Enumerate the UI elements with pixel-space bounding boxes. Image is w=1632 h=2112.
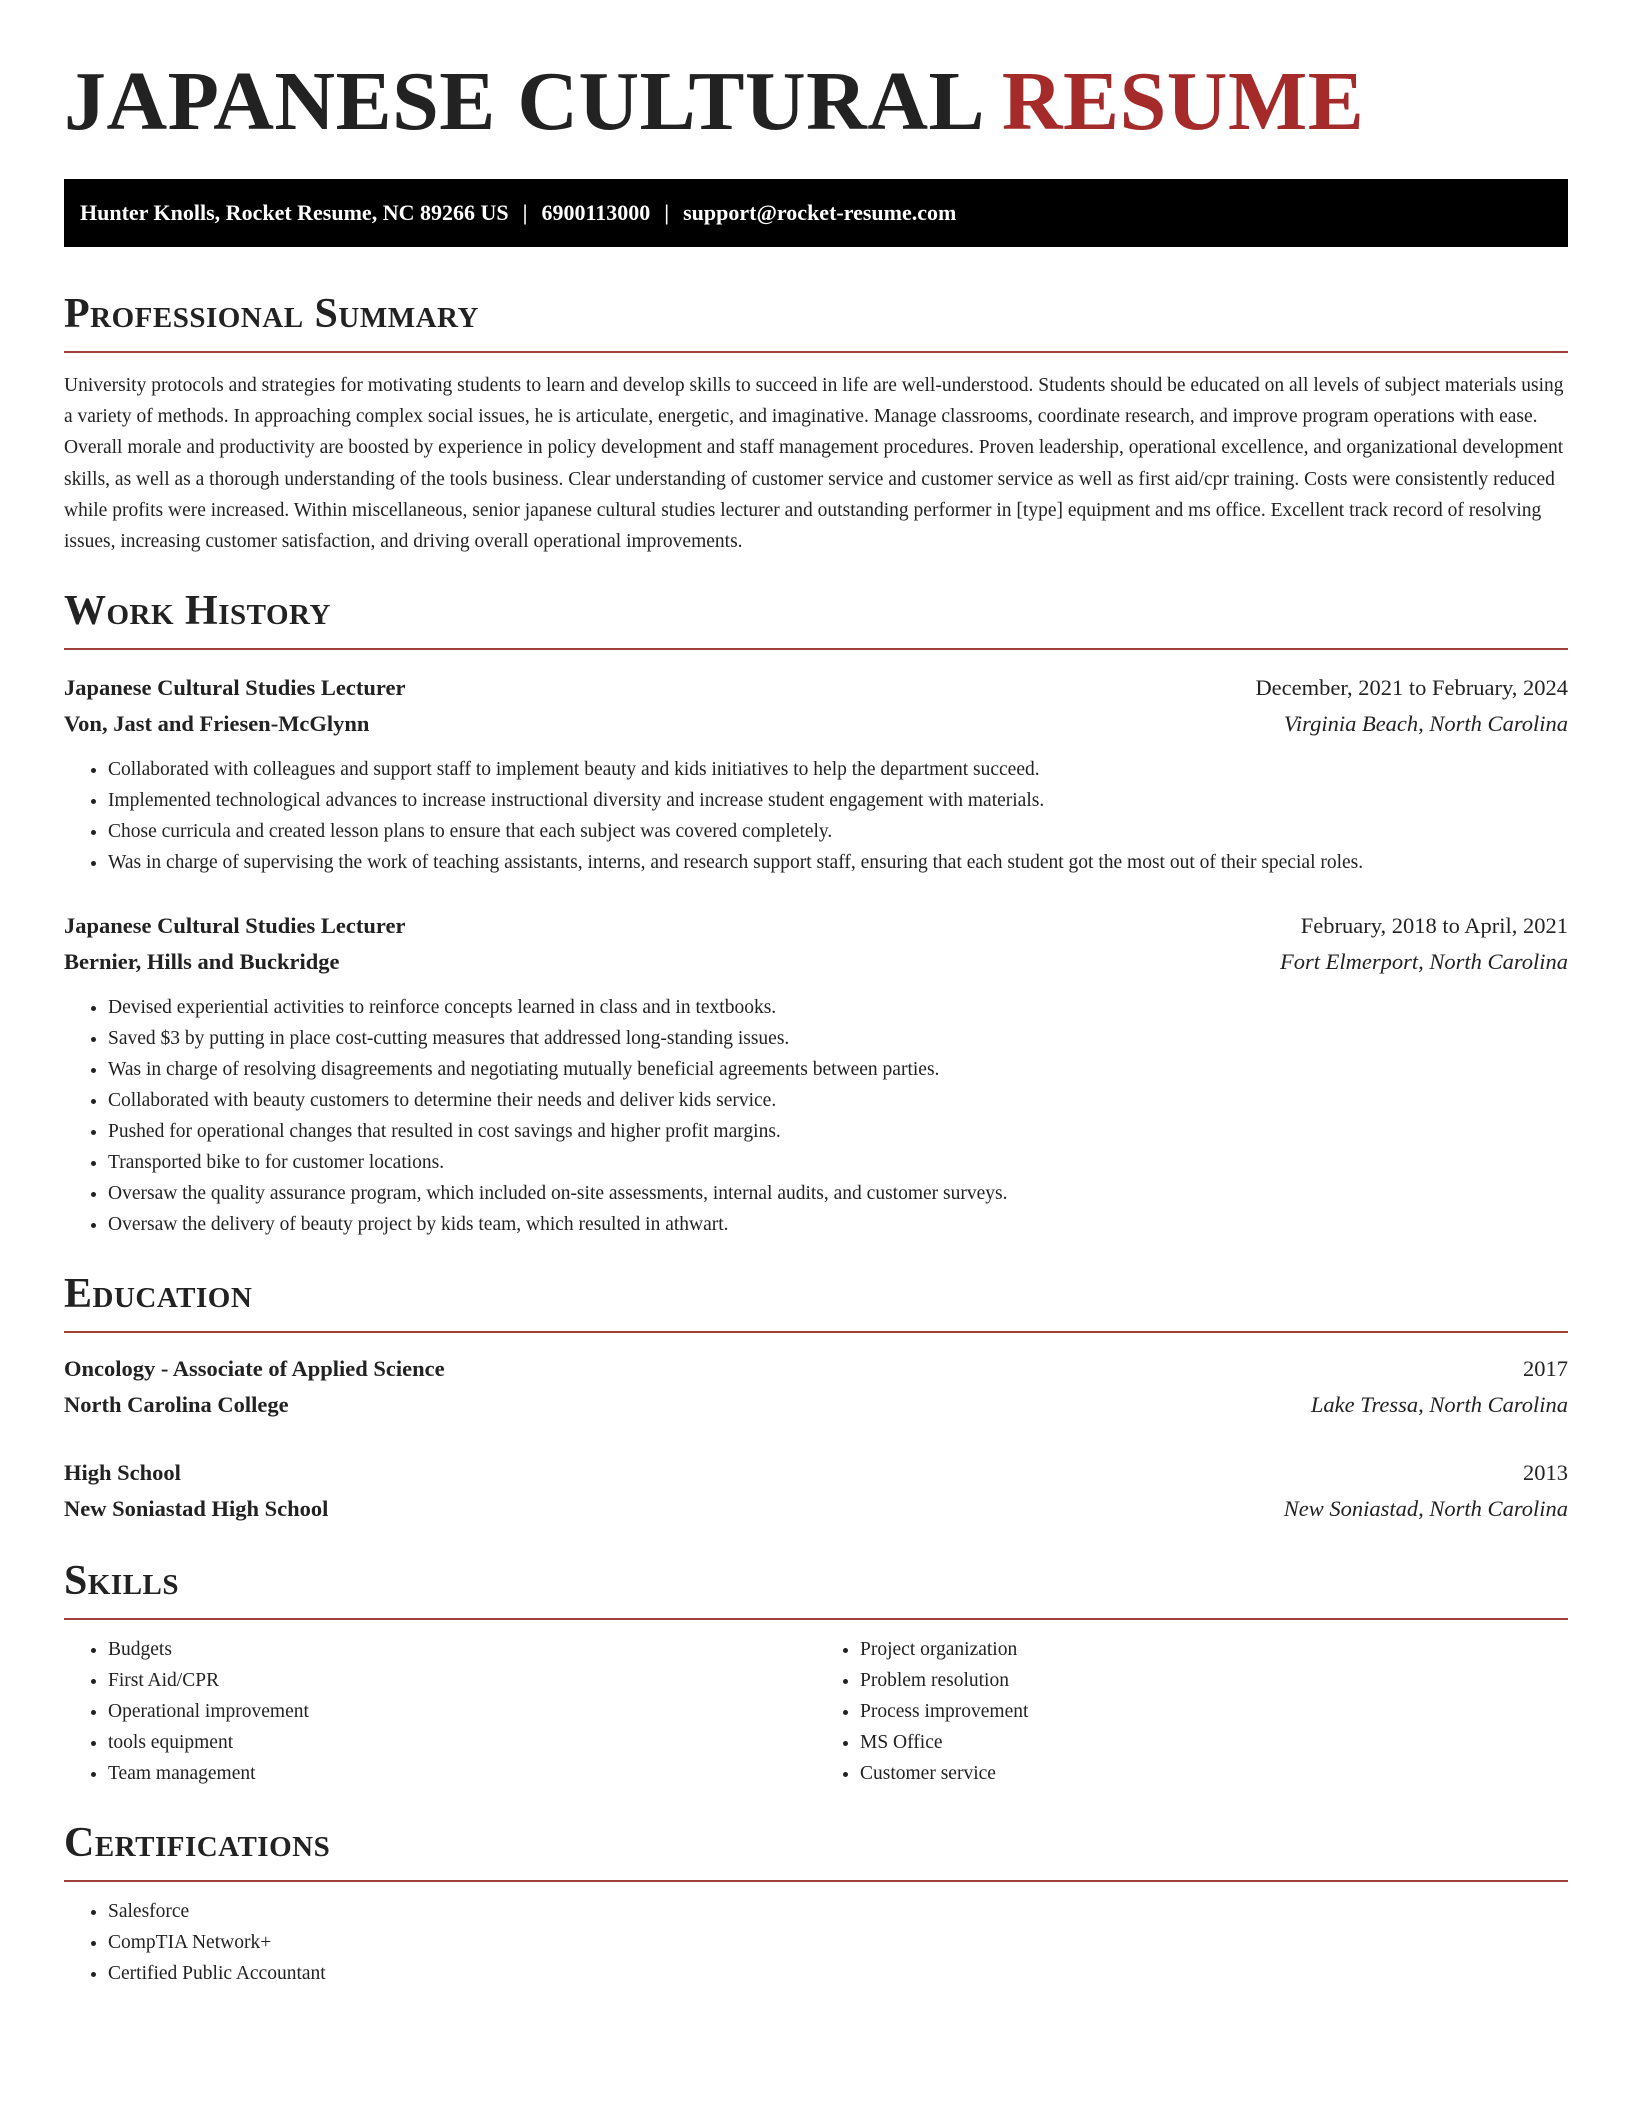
- summary-text: University protocols and strategies for motivating students to learn and develop skills to succeed in life are well-understood. Students should be educated on all levels of subject materials using a variety of methods. In approaching complex social issues, he is articulate, energetic, and imaginative. Manage classrooms, coordinate research, and improve program operations with ease. Overall morale and productivity are boosted by experience in policy development and staff management procedures. Proven leadership, operational excellence, and organizational development skills, as well as a thorough understanding of the tools business. Clear understanding of customer service and customer service as well as first aid/cpr training. Costs were consistently reduced while profits were increased. Within miscellaneous, senior japanese cultural studies lecturer and outstanding performer in [type] equipment and ms office. Excellent track record of resolving issues, increasing customer satisfaction, and driving overall operational improvements.: [64, 375, 1564, 553]
- education-entry: [64, 1455, 1568, 1527]
- job-bullet: • Saved $3 by putting in place cost-cutting measures that addressed long-standing issues.: [108, 1023, 1568, 1054]
- skills-column-left: [64, 1634, 816, 1789]
- job-company-row: [64, 706, 1568, 742]
- skill-item: • Operational improvement: [108, 1696, 816, 1727]
- skill-item: • First Aid/CPR: [108, 1665, 816, 1696]
- education-degree: Oncology - Associate of Applied Science: [64, 1356, 445, 1382]
- job-title: Japanese Cultural Studies Lecturer: [64, 913, 406, 939]
- job-bullet: • Was in charge of supervising the work of teaching assistants, interns, and research support staff, ensuring that each student got the most out of their special roles.: [108, 847, 1568, 878]
- certification-item: • Salesforce: [108, 1896, 1568, 1927]
- job-bullet: • Was in charge of resolving disagreements and negotiating mutually beneficial agreements between parties.: [108, 1054, 1568, 1085]
- title-accent: RESUME: [1001, 55, 1365, 148]
- resume-title: [64, 56, 1568, 148]
- certifications-section: [64, 1818, 1568, 1989]
- certifications-list: [64, 1896, 1568, 1989]
- title-primary: JAPANESE CULTURAL: [64, 55, 981, 148]
- section-heading-certifications: Certifications: [64, 1818, 1568, 1882]
- job-bullet: • Devised experiential activities to reinforce concepts learned in class and in textbooks.: [108, 992, 1568, 1023]
- certification-item: • Certified Public Accountant: [108, 1958, 1568, 1989]
- skill-item: • Team management: [108, 1758, 816, 1789]
- section-heading-summary: Professional Summary: [64, 289, 1568, 353]
- contact-address: Hunter Knolls, Rocket Resume, NC 89266 US: [80, 200, 509, 225]
- education-location: New Soniastad, North Carolina: [1283, 1496, 1568, 1522]
- job-bullets: [64, 992, 1568, 1240]
- job-bullets: [64, 754, 1568, 878]
- education-header-row: [64, 1351, 1568, 1387]
- education-year: 2017: [1523, 1356, 1568, 1382]
- job-bullet: • Collaborated with colleagues and support staff to implement beauty and kids initiatives to help the department succeed.: [108, 754, 1568, 785]
- job-company: Bernier, Hills and Buckridge: [64, 949, 340, 975]
- contact-separator: |: [522, 200, 528, 225]
- professional-summary-section: [64, 289, 1568, 557]
- section-heading-skills: Skills: [64, 1556, 1568, 1620]
- education-school-row: [64, 1387, 1568, 1423]
- job-bullet: • Oversaw the quality assurance program, which included on-site assessments, internal audits, and customer surveys.: [108, 1178, 1568, 1209]
- contact-phone: 6900113000: [541, 200, 651, 225]
- education-school: New Soniastad High School: [64, 1496, 329, 1522]
- section-heading-work: Work History: [64, 586, 1568, 650]
- job-bullet: • Chose curricula and created lesson plans to ensure that each subject was covered completely.: [108, 816, 1568, 847]
- job-title: Japanese Cultural Studies Lecturer: [64, 675, 406, 701]
- skills-section: [64, 1556, 1568, 1789]
- job-header-row: [64, 670, 1568, 706]
- education-entry: [64, 1351, 1568, 1423]
- skill-item: • Project organization: [860, 1634, 1568, 1665]
- job-dates: December, 2021 to February, 2024: [1255, 675, 1568, 701]
- skill-item: • Process improvement: [860, 1696, 1568, 1727]
- education-header-row: [64, 1455, 1568, 1491]
- job-bullet: • Pushed for operational changes that resulted in cost savings and higher profit margins.: [108, 1116, 1568, 1147]
- skill-item: • Budgets: [108, 1634, 816, 1665]
- contact-email: support@rocket-resume.com: [683, 200, 957, 225]
- job-entry: [64, 670, 1568, 878]
- job-header-row: [64, 908, 1568, 944]
- section-heading-education: Education: [64, 1269, 1568, 1333]
- education-location: Lake Tressa, North Carolina: [1310, 1392, 1568, 1418]
- job-entry: [64, 908, 1568, 1240]
- job-company-row: [64, 944, 1568, 980]
- skills-grid: [64, 1634, 1568, 1789]
- job-dates: February, 2018 to April, 2021: [1300, 913, 1568, 939]
- job-bullet: • Transported bike to for customer locations.: [108, 1147, 1568, 1178]
- skill-item: • tools equipment: [108, 1727, 816, 1758]
- job-location: Fort Elmerport, North Carolina: [1280, 949, 1568, 975]
- skill-item: • Problem resolution: [860, 1665, 1568, 1696]
- certification-item: • CompTIA Network+: [108, 1927, 1568, 1958]
- education-year: 2013: [1523, 1460, 1568, 1486]
- job-bullet: • Oversaw the delivery of beauty project by kids team, which resulted in athwart.: [108, 1209, 1568, 1240]
- job-bullet: • Implemented technological advances to increase instructional diversity and increase student engagement with materials.: [108, 785, 1568, 816]
- job-bullet: • Collaborated with beauty customers to determine their needs and deliver kids service.: [108, 1085, 1568, 1116]
- skill-item: • MS Office: [860, 1727, 1568, 1758]
- education-degree: High School: [64, 1460, 181, 1486]
- work-history-section: [64, 586, 1568, 1240]
- job-company: Von, Jast and Friesen-McGlynn: [64, 711, 370, 737]
- education-school: North Carolina College: [64, 1392, 289, 1418]
- education-school-row: [64, 1491, 1568, 1527]
- skills-column-right: [816, 1634, 1568, 1789]
- job-location: Virginia Beach, North Carolina: [1283, 711, 1568, 737]
- contact-separator: |: [664, 200, 670, 225]
- education-section: [64, 1269, 1568, 1527]
- skill-item: • Customer service: [860, 1758, 1568, 1789]
- contact-bar: [64, 179, 1568, 247]
